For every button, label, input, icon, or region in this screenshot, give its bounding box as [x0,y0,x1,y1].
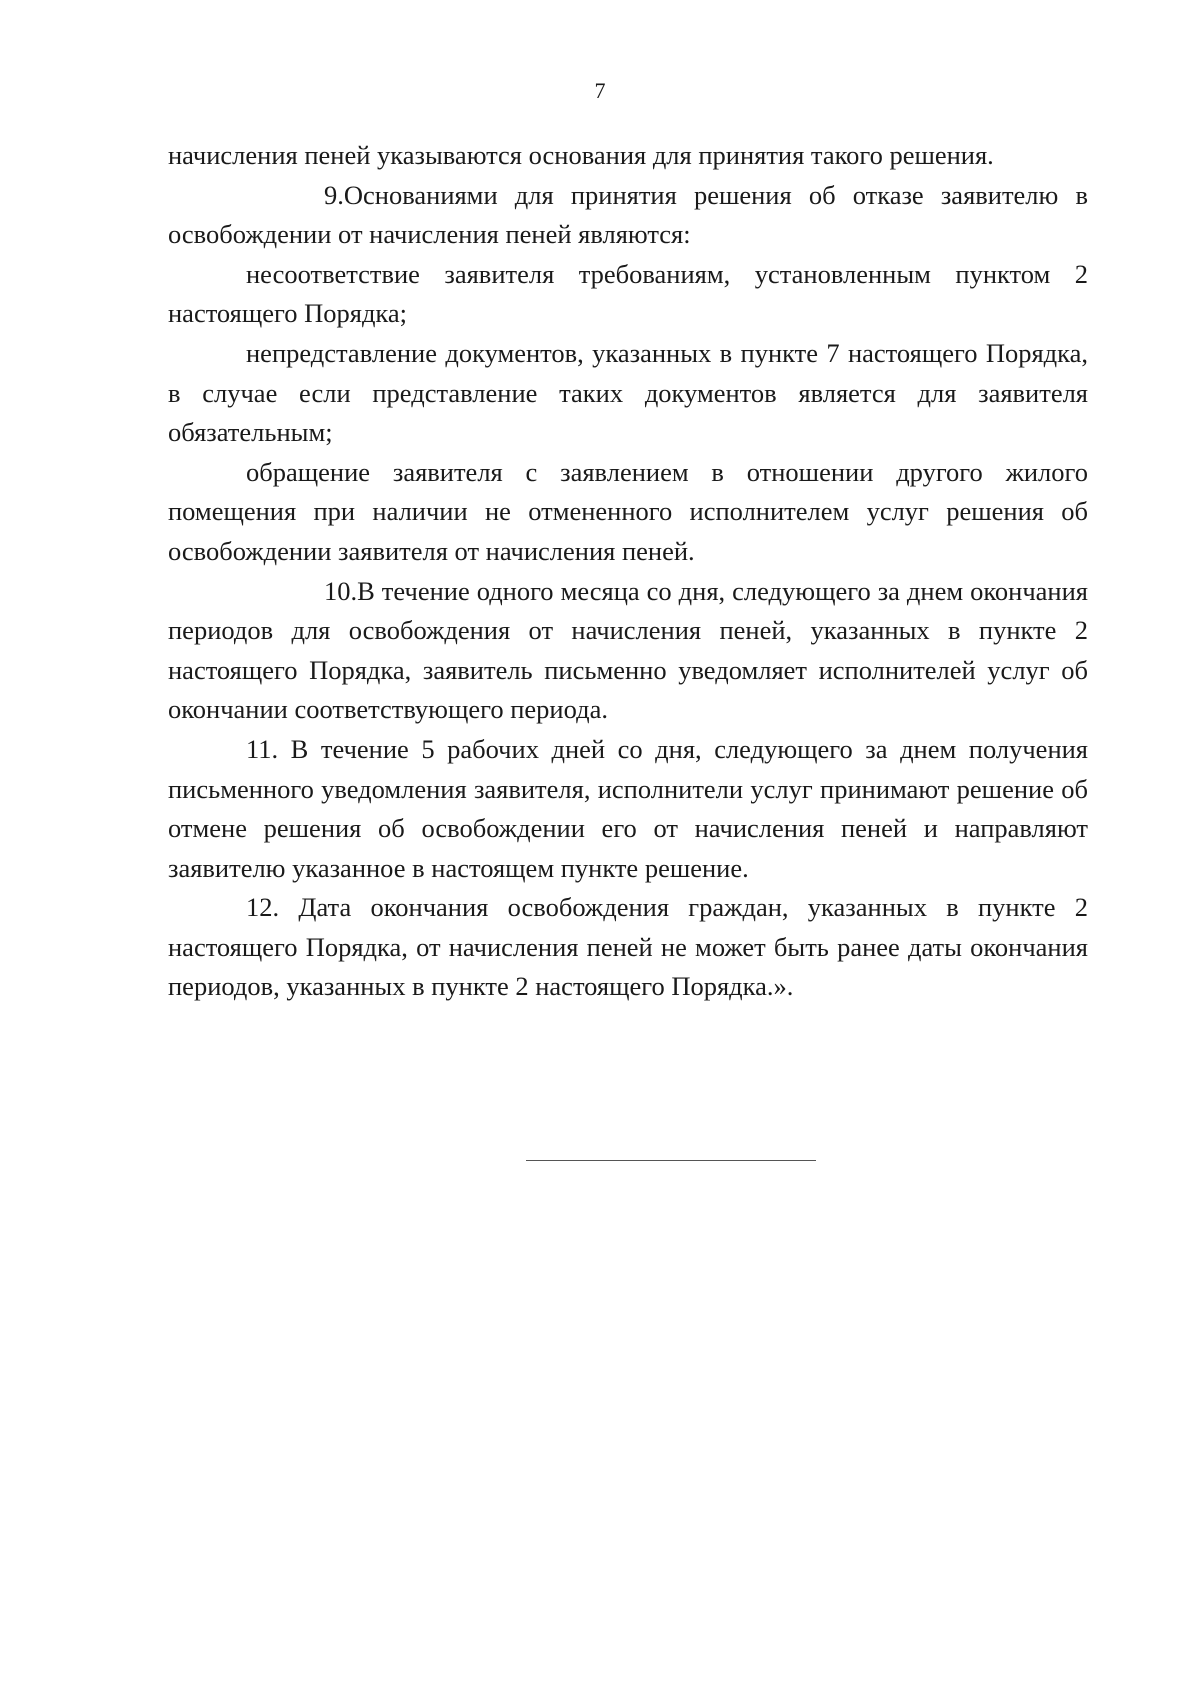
paragraph-text: начисления пеней указываются основания для принятия такого решения. [168,140,994,170]
paragraph-number: 9. [324,179,344,210]
paragraph-text: 11. В течение 5 рабочих дней со дня, следующего за днем получения письменного уведомления заявителя, исполнители услуг принимают решение об отмене решения об освобождении его от начисления пеней и направляют заявителю указанное в настоящем пункте решение. [168,733,1088,883]
paragraph-item-12 [168,888,1088,1007]
paragraph-text: непредставление документов, указанных в пункте 7 настоящего Порядка, в случае если представление таких документов является для заявителя обязательным; [168,337,1088,448]
paragraph-number: 10. [324,575,358,606]
paragraph-text: В течение одного месяца со дня, следующего за днем окончания периодов для освобождения от начисления пеней, указанных в пункте 2 настоящего Порядка, заявитель письменно уведомляет исполнителей услуг об окончании соответствующего периода. [168,575,1088,725]
document-body [168,136,1088,1007]
paragraph-text: Основаниями для принятия решения об отказе заявителю в освобождении от начисления пеней являются: [168,179,1088,250]
paragraph-item-9-reason-b [168,334,1088,453]
paragraph-item-9 [168,176,1088,255]
paragraph-item-9-reason-a [168,255,1088,334]
paragraph-text: несоответствие заявителя требованиям, установленным пунктом 2 настоящего Порядка; [168,258,1088,329]
paragraph-item-9-reason-c [168,453,1088,572]
paragraph-continuation [168,136,1088,176]
paragraph-text: обращение заявителя с заявлением в отношении другого жилого помещения при наличии не отмененного исполнителем услуг решения об освобождении заявителя от начисления пеней. [168,456,1088,566]
paragraph-text: 12. Дата окончания освобождения граждан, указанных в пункте 2 настоящего Порядка, от начисления пеней не может быть ранее даты окончания периодов, указанных в пункте 2 настоящего Порядка.». [168,892,1088,1002]
paragraph-item-10 [168,572,1088,730]
closing-separator-line [526,1160,816,1161]
page-number: 7 [594,78,606,103]
paragraph-item-11 [168,730,1088,888]
